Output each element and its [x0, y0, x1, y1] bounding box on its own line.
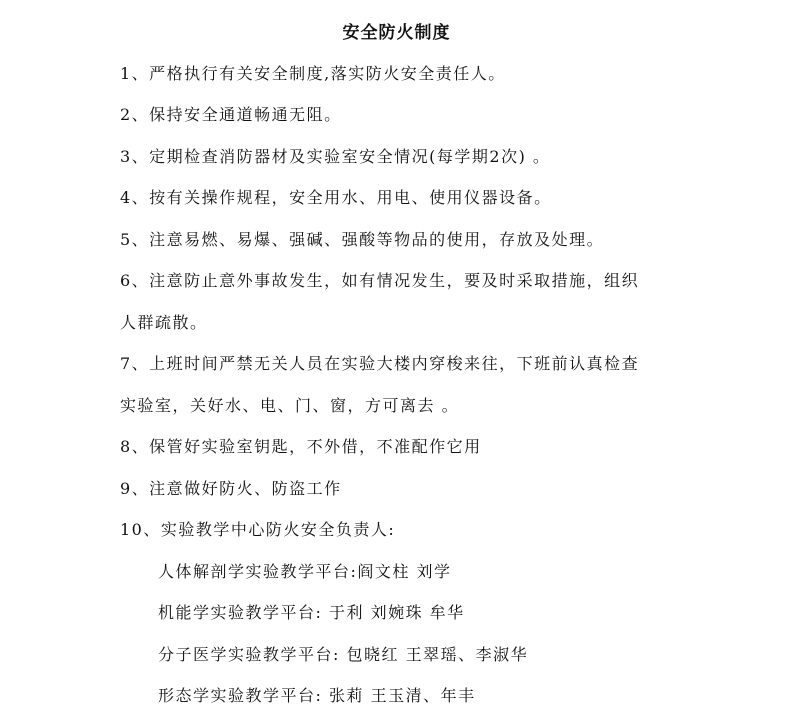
rule-item-6-continued: 人群疏散。	[120, 313, 208, 332]
rule-item-8: 8、保管好实验室钥匙，不外借，不准配作它用	[120, 437, 482, 456]
rule-item-7-continued: 实验室，关好水、电、门、窗，方可离去 。	[120, 396, 460, 415]
rule-item-10: 10、实验教学中心防火安全负责人:	[120, 520, 396, 539]
rule-item-9: 9、注意做好防火、防盗工作	[120, 479, 342, 498]
rule-item-5: 5、注意易燃、易爆、强碱、强酸等物品的使用，存放及处理。	[120, 230, 605, 249]
responsible-physiology: 机能学实验教学平台: 于利 刘婉珠 牟华	[158, 603, 465, 622]
rule-item-1: 1、严格执行有关安全制度,落实防火安全责任人。	[120, 64, 506, 83]
rule-item-2: 2、保持安全通道畅通无阻。	[120, 105, 342, 124]
responsible-morphology: 形态学实验教学平台: 张莉 王玉清、年丰	[158, 686, 476, 705]
responsible-anatomy: 人体解剖学实验教学平台:阎文柱 刘学	[158, 562, 452, 581]
rule-item-3: 3、定期检查消防器材及实验室安全情况(每学期2次) 。	[120, 147, 551, 166]
rule-item-6: 6、注意防止意外事故发生，如有情况发生，要及时采取措施，组织	[120, 271, 640, 290]
rule-item-4: 4、按有关操作规程，安全用水、用电、使用仪器设备。	[120, 188, 552, 207]
document-title: 安全防火制度	[342, 23, 451, 43]
responsible-molecular: 分子医学实验教学平台: 包晓红 王翠瑶、李淑华	[158, 645, 529, 664]
rule-item-7: 7、上班时间严禁无关人员在实验大楼内穿梭来往，下班前认真检查	[120, 354, 640, 373]
